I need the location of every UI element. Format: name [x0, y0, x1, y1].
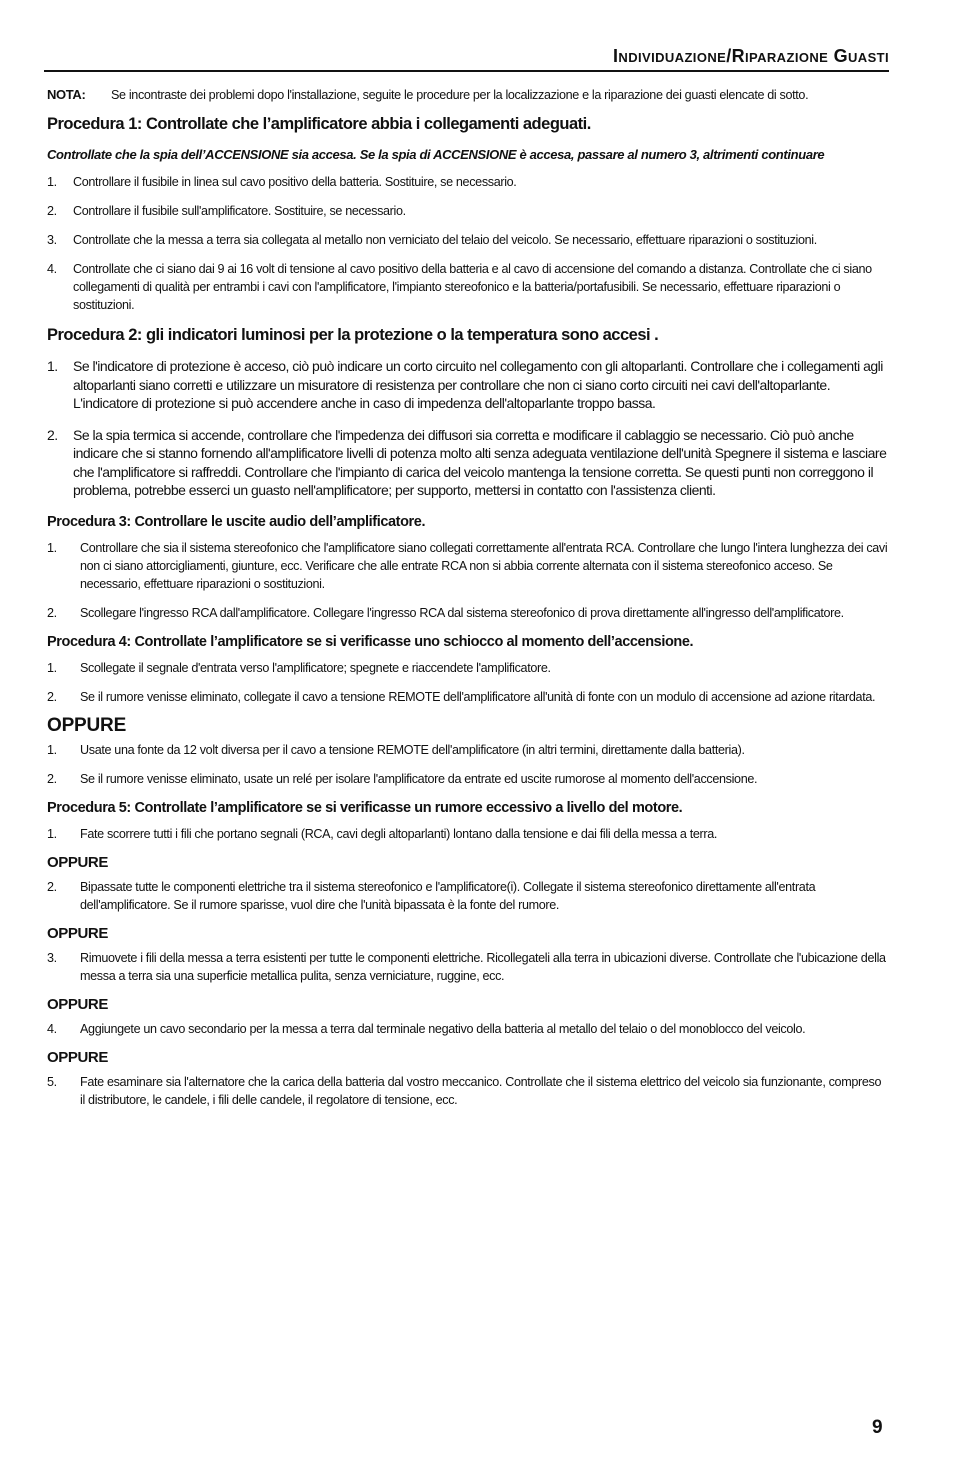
item-text: Controllate che ci siano dai 9 ai 16 volt di tensione al cavo positivo della batteria e al cavo di accensione del comando a distanza. Controllate che ci siano collegamenti di qualità per entrambi i cavi con l'amplificatore, l'impianto stereofonico e la batteria/portafusibili. Se necessario, effettuare riparazioni o sostituzioni.: [73, 262, 872, 312]
item-number: 2.: [47, 426, 58, 443]
list-item: [47, 825, 889, 843]
oppure-heading: OPPURE: [47, 924, 108, 942]
item-text: Controllare il fusibile sull'amplificatore. Sostituire, se necessario.: [73, 204, 406, 218]
item-number: 5.: [47, 1074, 57, 1089]
note-text: Se incontraste dei problemi dopo l'installazione, seguite le procedure per la localizzazione e la riparazione dei guasti elencate di sotto.: [111, 88, 809, 102]
procedure-2-title: Procedura 2: gli indicatori luminosi per la protezione o la temperatura sono accesi .: [47, 326, 659, 344]
item-number: 2.: [47, 689, 57, 704]
procedure-3-title: Procedura 3: Controllare le uscite audio dell’amplificatore.: [47, 513, 426, 530]
oppure-heading: OPPURE: [47, 853, 108, 871]
oppure-heading: OPPURE: [47, 995, 108, 1013]
item-number: 2.: [47, 605, 57, 620]
item-text: Se l'indicatore di protezione è acceso, ciò può indicare un corto circuito nel collegamento con gli altoparlanti. Controllare che i collegamenti agli altoparlanti siano corretti e utilizzare un misuratore di resistenza per controllare che non ci siano corto circuiti nei cavi dell'altoparlante. L'indicatore di protezione si può accendere anche in caso di impedenza dell'altoparlante troppo bassa.: [73, 358, 883, 411]
list-item: [47, 231, 889, 249]
item-number: 2.: [47, 879, 57, 894]
item-text: Fate scorrere tutti i fili che portano segnali (RCA, cavi degli altoparlanti) lontano dalla tensione e dai fili della messa a terra.: [80, 826, 718, 841]
procedure-4-list: [47, 659, 889, 706]
page-header: [44, 40, 889, 72]
item-text: Rimuovete i fili della messa a terra esistenti per tutte le componenti elettriche. Ricollegateli alla terra in ubicazioni diverse. Controllate che l'ubicazione della messa a terra sia una superficie metallica pulita, senza verniciature, ruggine, ecc.: [80, 950, 886, 983]
item-number: 1.: [47, 358, 58, 374]
list-item: [47, 604, 889, 622]
procedure-5-list-1: [47, 825, 889, 843]
list-item: [47, 1020, 889, 1038]
page-number: 9: [872, 1417, 883, 1438]
item-number: 3.: [47, 233, 57, 247]
page-title: Individuazione/Riparazione Guasti: [613, 46, 889, 66]
list-item: [47, 357, 889, 413]
procedure-1-list: [47, 173, 889, 314]
item-number: 2.: [47, 771, 57, 786]
procedure-5-list-4: [47, 1020, 889, 1038]
item-text: Se il rumore venisse eliminato, usate un relé per isolare l'amplificatore da entrate ed uscite rumorose al momento dell'accensione.: [80, 771, 758, 786]
list-item: [47, 260, 889, 314]
procedure-5-list-3: [47, 949, 889, 985]
note: [47, 86, 889, 104]
item-number: 1.: [47, 175, 57, 189]
item-number: 1.: [47, 660, 57, 675]
list-item: [47, 688, 889, 706]
procedure-1-title: Procedura 1: Controllate che l’amplificatore abbia i collegamenti adeguati.: [47, 115, 591, 133]
procedure-5-list-5: [47, 1073, 889, 1109]
oppure-heading: OPPURE: [47, 714, 127, 736]
item-text: Controllate che la messa a terra sia collegata al metallo non verniciato del telaio del veicolo. Se necessario, effettuare riparazioni o sostituzioni.: [73, 233, 817, 247]
list-item: [47, 949, 889, 985]
note-label: NOTA:: [47, 87, 86, 102]
procedure-4-alt-list: [47, 741, 889, 788]
item-text: Controllare che sia il sistema stereofonico che l'amplificatore siano collegati correttamente all'entrata RCA. Controllare che lungo l'intera lunghezza dei cavi non ci siano attorcigliamenti, giunture, ecc. Verificare che alle entrate RCA non si abbia corrente alternata con il sistema stereofonico acceso. Se necessario, effettuare riparazioni o sostituzioni.: [80, 540, 888, 591]
list-item: [47, 741, 889, 759]
procedure-2-list: [47, 357, 889, 500]
item-text: Fate esaminare sia l'alternatore che la carica della batteria dal vostro meccanico. Controllate che il sistema elettrico del veicolo sia funzionante, compreso il distributore, le candele, i fili delle candele, il regolatore di tensione, ecc.: [80, 1074, 882, 1107]
list-item: [47, 659, 889, 677]
page-content: [47, 86, 889, 1120]
item-number: 4.: [47, 1021, 57, 1036]
procedure-5-title: Procedura 5: Controllate l’amplificatore se si verificasse un rumore eccessivo a livello del motore.: [47, 799, 683, 816]
item-number: 4.: [47, 262, 57, 276]
procedure-5-list-2: [47, 878, 889, 914]
item-text: Scollegate il segnale d'entrata verso l'amplificatore; spegnete e riaccendete l'amplificatore.: [80, 660, 551, 675]
item-text: Usate una fonte da 12 volt diversa per il cavo a tensione REMOTE dell'amplificatore (in altri termini, direttamente dalla batteria).: [80, 742, 745, 757]
item-text: Scollegare l'ingresso RCA dall'amplificatore. Collegare l'ingresso RCA dal sistema stereofonico di prova direttamente all'ingresso dell'amplificatore.: [80, 605, 844, 620]
item-text: Bipassate tutte le componenti elettriche tra il sistema stereofonico e l'amplificatore(i). Collegate il sistema stereofonico direttamente all'entrata dell'amplificatore. Se il rumore sparisse, vuol dire che l'unità bipassata è la fonte del rumore.: [80, 879, 816, 912]
item-number: 3.: [47, 950, 57, 965]
item-number: 1.: [47, 540, 57, 555]
item-number: 1.: [47, 826, 57, 841]
item-number: 1.: [47, 742, 57, 757]
list-item: [47, 878, 889, 914]
oppure-heading: OPPURE: [47, 1048, 108, 1066]
item-text: Se la spia termica si accende, controllare che l'impedenza dei diffusori sia corretta e modificare il cablaggio se necessario. Ciò può anche indicare che si stanno fornendo all'amplificatore livelli di potenza molto alti senza adeguata ventilazione dell'unità Spegnere il sistema e lasciare che l'amplificatore si raffreddi. Controllare che l'impianto di carica del veicolo mantenga la tensione corretta. Se questi punti non correggono il problema, potrebbe esserci un guasto nell'amplificatore; per supporto, mettersi in contatto con l'assistenza clienti.: [73, 426, 887, 498]
item-text: Controllare il fusibile in linea sul cavo positivo della batteria. Sostituire, se necessario.: [73, 175, 517, 189]
procedure-4-title: Procedura 4: Controllate l’amplificatore se si verificasse uno schiocco al momento dell’accensione.: [47, 633, 694, 650]
procedure-1-intro: Controllate che la spia dell’ACCENSIONE sia accesa. Se la spia di ACCENSIONE è accesa, passare al numero 3, altrimenti continuare: [47, 147, 825, 162]
list-item: [47, 173, 889, 191]
item-number: 2.: [47, 204, 57, 218]
list-item: [47, 426, 889, 500]
item-text: Aggiungete un cavo secondario per la messa a terra dal terminale negativo della batteria al metallo del telaio o del monoblocco del veicolo.: [80, 1021, 806, 1036]
item-text: Se il rumore venisse eliminato, collegate il cavo a tensione REMOTE dell'amplificatore all'unità di fonte con un modulo di accensione ad azione ritardata.: [80, 689, 876, 704]
procedure-3-list: [47, 539, 889, 622]
list-item: [47, 1073, 889, 1109]
list-item: [47, 202, 889, 220]
list-item: [47, 539, 889, 593]
list-item: [47, 770, 889, 788]
